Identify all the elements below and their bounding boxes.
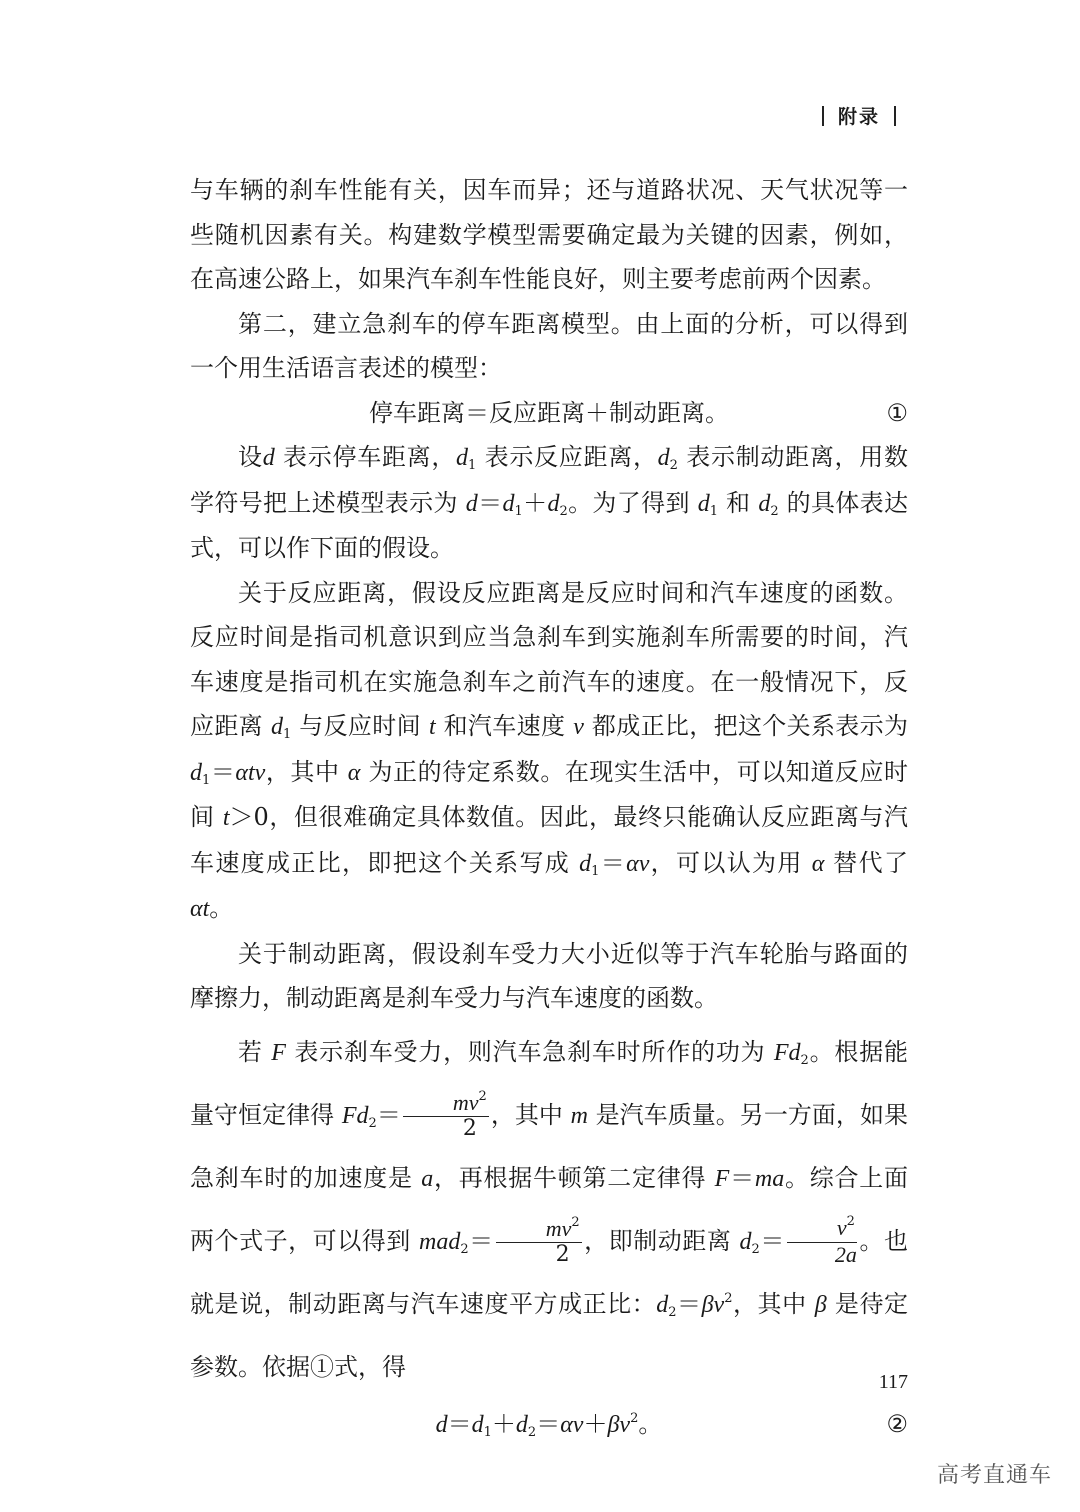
paragraph-6: 若 F 表示刹车受力，则汽车急刹车时所作的功为 $Fd_2$。根据能量守恒定律得 $Fd_2=$ $\frac{mv^2}{2}$ ，其中 m 是汽车质量。另一方面，如果急刹车时的加速度是 a，再根据牛顿第二定律得 F＝ma。综合上面两个式子，可以得到 mad$_2$＝ $\frac{mv^2}{2}$ ，即制动距离 $d_2=$ $\frac{v^2}{2a}$ 。也就是说，制动距离与汽车速度平方成正比：$d_2=\beta v^2$，其中 β 是待定参数。依据①式，得 [190,1037,909,1381]
paragraph-3: 设d 表示停车距离，$d_1$ 表示反应距离，$d_2$ 表示制动距离，用数学符号把上述模型表示为 $d=d_1+d_2$。为了得到 $d_1$ 和 $d_2$ 的具体表达式，可以作下面的假设。 [190,443,908,562]
equation-2-number: ② [886,1409,908,1438]
equation-1-line [190,391,908,436]
equation-2: $d=d_1+d_2=\alpha v+\beta v^2$。 [435,1409,663,1440]
equation-2-line [190,1402,908,1447]
header-divider-left [822,106,824,126]
fraction-v2-over-2a: $\frac{v^2}{2a}$ [787,1216,857,1267]
page-number: 117 [878,1371,908,1393]
watermark: 高考直通车 [936,1463,1052,1488]
paragraph-2: 第二，建立急刹车的停车距离模型。由上面的分析，可以得到一个用生活语言表述的模型： [190,309,908,382]
paragraph-1: 与车辆的刹车性能有关，因车而异；还与道路状况、天气状况等一些随机因素有关。构建数学模型需要确定最为关键的因素，例如，在高速公路上，如果汽车刹车性能良好，则主要考虑前两个因素。 [190,176,908,293]
fraction-mv2-over-2: $\frac{mv^2}{2}$ [403,1091,489,1141]
fraction-mv2-over-2-second: $\frac{mv^2}{2}$ [496,1217,582,1267]
page-body [190,168,908,1446]
running-header [808,102,910,129]
paragraph-5: 关于制动距离，假设刹车受力大小近似等于汽车轮胎与路面的摩擦力，制动距离是刹车受力与汽车速度的函数。 [190,939,908,1012]
section-title: 附录 [837,106,880,128]
equation-1: 停车距离＝反应距离＋制动距离。 [369,398,729,427]
paragraph-4: 关于反应距离，假设反应距离是反应时间和汽车速度的函数。反应时间是指司机意识到应当急刹车到实施刹车所需要的时间，汽车速度是指司机在实施急刹车之前汽车的速度。在一般情况下，反应距离 $d_1$ 与反应时间 t 和汽车速度 v 都成正比，把这个关系表示为 $d_1=\alpha tv$，其中 α 为正的待定系数。在现实生活中，可以知道反应时间 t＞0，但很难确定具体数值。因此，最终只能确认反应距离与汽车速度成正比，即把这个关系写成 $d_1=\alpha v$，可以认为用 α 替代了 αt。 [190,578,908,922]
equation-1-number: ① [886,398,908,427]
header-divider-right [894,106,896,126]
